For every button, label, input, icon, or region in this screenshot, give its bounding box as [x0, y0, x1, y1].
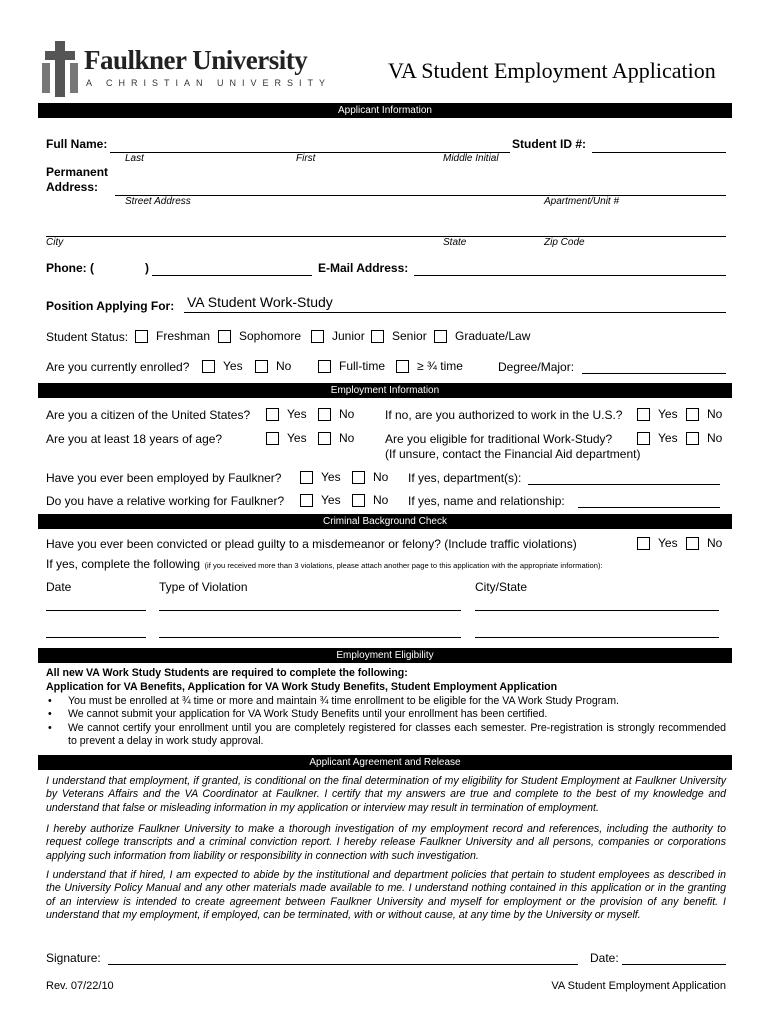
full-name-label: Full Name: — [46, 137, 108, 151]
checkbox-box[interactable] — [371, 330, 384, 343]
eligibility-heading-1: All new VA Work Study Students are required to complete the following: — [46, 667, 408, 679]
agreement-paragraph-3: I understand that if hired, I am expected to abide by the institutional and department policies that pertain to student employees as described in the University Policy Manual and any other materials made available to me. I understand nothing contained in this application or in the granting of an interview is intended to create agreement between Faulkner University and myself for employment or the provision of any benefit. I understand that my employment, if employed, can be terminated, with or without cause, at any time by the University or myself. — [46, 869, 726, 921]
yes-label: Yes — [287, 431, 307, 445]
workstudy-question: Are you eligible for traditional Work-Study? — [385, 432, 613, 446]
checkbox-box[interactable] — [266, 408, 279, 421]
university-name: Faulkner University — [84, 45, 308, 75]
checkbox-box[interactable] — [318, 432, 331, 445]
position-label: Position Applying For: — [46, 299, 175, 313]
street-address-caption: Street Address — [125, 196, 191, 207]
zip-caption: Zip Code — [544, 237, 585, 248]
violation-type-field-2[interactable] — [159, 637, 461, 638]
checkbox-box[interactable] — [318, 408, 331, 421]
checkbox-box[interactable] — [434, 330, 447, 343]
status-freshman-checkbox[interactable] — [135, 329, 210, 343]
fulltime-checkbox[interactable] — [318, 359, 385, 373]
age-question: Are you at least 18 years of age? — [46, 432, 223, 446]
checkbox-box[interactable] — [266, 432, 279, 445]
eligibility-list — [46, 695, 726, 748]
phone-label: Phone: ( — [46, 261, 94, 275]
student-id-field[interactable] — [592, 152, 726, 153]
position-field[interactable] — [184, 312, 726, 313]
student-status-label: Student Status: — [46, 330, 129, 344]
state-caption: State — [443, 237, 467, 248]
age-yes-checkbox[interactable] — [266, 431, 307, 445]
employed-no-checkbox[interactable] — [352, 470, 388, 484]
yes-label: Yes — [321, 470, 341, 484]
violation-city-field-2[interactable] — [475, 637, 719, 638]
university-logo — [42, 41, 332, 97]
fulltime-label: Full-time — [339, 359, 386, 373]
checkbox-box[interactable] — [396, 360, 409, 373]
relative-question: Do you have a relative working for Faulkner? — [46, 494, 285, 508]
yes-label: Yes — [287, 407, 307, 421]
no-label: No — [373, 470, 389, 484]
citizen-question: Are you a citizen of the United States? — [46, 408, 251, 422]
enrolled-question: Are you currently enrolled? — [46, 360, 190, 374]
section-header-applicant: Applicant Information — [38, 103, 732, 118]
checkbox-box[interactable] — [637, 432, 650, 445]
checkbox-box[interactable] — [318, 360, 331, 373]
first-name-caption: First — [296, 153, 316, 164]
form-title: VA Student Employment Application — [388, 58, 716, 83]
eligibility-heading-2: Application for VA Benefits, Application for VA Work Study Benefits, Student Employment Application — [46, 681, 558, 693]
relationship-field[interactable] — [578, 507, 720, 508]
student-id-label: Student ID #: — [512, 137, 586, 151]
position-value: VA Student Work-Study — [187, 294, 333, 310]
section-header-criminal: Criminal Background Check — [38, 514, 732, 529]
phone-field[interactable] — [152, 275, 312, 276]
revision-date: Rev. 07/22/10 — [46, 980, 114, 992]
status-sophomore-checkbox[interactable] — [218, 329, 301, 343]
workstudy-note: (If unsure, contact the Financial Aid department) — [385, 447, 641, 461]
eligibility-bullet: • You must be enrolled at ¾ time or more and maintain ¾ time enrollment to be eligible for the VA Work Study Program. — [46, 695, 726, 708]
checkbox-box[interactable] — [686, 408, 699, 421]
footer-form-name: VA Student Employment Application — [551, 980, 726, 992]
complete-label: If yes, complete the following — [46, 557, 201, 571]
permanent-label: Permanent — [46, 165, 109, 179]
address-label: Address: — [46, 180, 99, 194]
signature-label: Signature: — [46, 951, 101, 965]
section-header-eligibility: Employment Eligibility — [38, 648, 732, 663]
complete-note: (if you received more than 3 violations, please attach another page to this application with the appropriate information): — [204, 561, 603, 570]
violation-city-field-1[interactable] — [475, 610, 719, 611]
checkbox-box[interactable] — [352, 471, 365, 484]
checkbox-box[interactable] — [300, 471, 313, 484]
no-label: No — [373, 493, 389, 507]
degree-major-field[interactable] — [582, 373, 726, 374]
cross-emblem-icon — [42, 41, 78, 97]
complete-following — [46, 555, 603, 573]
age-no-checkbox[interactable] — [318, 431, 354, 445]
status-option-label: Sophomore — [239, 329, 302, 343]
yes-label: Yes — [223, 359, 243, 373]
status-senior-checkbox[interactable] — [371, 329, 427, 343]
yes-label: Yes — [658, 407, 678, 421]
checkbox-box[interactable] — [352, 494, 365, 507]
relative-no-checkbox[interactable] — [352, 493, 388, 507]
checkbox-box[interactable] — [686, 537, 699, 550]
status-option-label: Freshman — [156, 329, 211, 343]
authorized-question: If no, are you authorized to work in the U.S.? — [385, 408, 623, 422]
phone-close-paren: ) — [145, 261, 149, 275]
col-type-header: Type of Violation — [159, 580, 248, 594]
employed-yes-checkbox[interactable] — [300, 470, 341, 484]
three-quarter-label: ≥ ¾ time — [417, 359, 463, 373]
violation-type-field-1[interactable] — [159, 610, 461, 611]
enrolled-yes-checkbox[interactable] — [202, 359, 243, 373]
city-state-zip-field[interactable] — [46, 236, 726, 237]
convicted-no-checkbox[interactable] — [686, 536, 722, 550]
checkbox-box[interactable] — [135, 330, 148, 343]
employed-question: Have you ever been employed by Faulkner? — [46, 471, 282, 485]
citizen-no-checkbox[interactable] — [318, 407, 354, 421]
convicted-yes-checkbox[interactable] — [637, 536, 678, 550]
department-field[interactable] — [528, 484, 720, 485]
status-junior-checkbox[interactable] — [311, 329, 365, 343]
three-quarter-time-checkbox[interactable] — [396, 359, 463, 373]
checkbox-box[interactable] — [300, 494, 313, 507]
relationship-question: If yes, name and relationship: — [408, 494, 565, 508]
email-field[interactable] — [414, 275, 726, 276]
no-label: No — [707, 536, 723, 550]
authorized-no-checkbox[interactable] — [686, 407, 722, 421]
agreement-paragraph-2: I hereby authorize Faulkner University to make a thorough investigation of my employment record and references, including the authority to request college transcripts and a criminal conviction report. I hereby release Faulkner University and all persons, companies or corporations applying such information from liability or responsibility in connection with such investigation. — [46, 823, 726, 862]
last-name-caption: Last — [125, 153, 144, 164]
status-option-label: Senior — [392, 329, 427, 343]
date-label: Date: — [590, 951, 619, 965]
email-label: E-Mail Address: — [318, 261, 409, 275]
violation-date-field-2[interactable] — [46, 637, 146, 638]
middle-initial-caption: Middle Initial — [443, 153, 499, 164]
department-question: If yes, department(s): — [408, 471, 522, 485]
relative-yes-checkbox[interactable] — [300, 493, 341, 507]
workstudy-no-checkbox[interactable] — [686, 431, 722, 445]
status-option-label: Junior — [332, 329, 365, 343]
col-city-header: City/State — [475, 580, 528, 594]
status-graduate-checkbox[interactable] — [434, 329, 530, 343]
yes-label: Yes — [321, 493, 341, 507]
status-option-label: Graduate/Law — [455, 329, 531, 343]
eligibility-bullet: • We cannot submit your application for VA Work Study Benefits until your enrollment has been certified. — [46, 708, 726, 721]
checkbox-box[interactable] — [255, 360, 268, 373]
citizen-yes-checkbox[interactable] — [266, 407, 307, 421]
section-header-employment: Employment Information — [38, 383, 732, 398]
checkbox-box[interactable] — [218, 330, 231, 343]
checkbox-box[interactable] — [637, 408, 650, 421]
signature-field[interactable] — [108, 964, 578, 965]
yes-label: Yes — [658, 536, 678, 550]
workstudy-yes-checkbox[interactable] — [637, 431, 678, 445]
street-address-field[interactable] — [115, 195, 726, 196]
section-header-agreement: Applicant Agreement and Release — [38, 755, 732, 770]
apartment-caption: Apartment/Unit # — [544, 196, 620, 207]
col-date-header: Date — [46, 580, 72, 594]
date-field[interactable] — [622, 964, 726, 965]
violation-date-field-1[interactable] — [46, 610, 146, 611]
eligibility-bullet: • We cannot certify your enrollment until you are completely registered for classes each semester. Pre-registration is strongly recommended to prevent a delay in work study approval. — [46, 722, 726, 749]
no-label: No — [707, 431, 723, 445]
city-caption: City — [46, 237, 64, 248]
no-label: No — [276, 359, 292, 373]
authorized-yes-checkbox[interactable] — [637, 407, 678, 421]
no-label: No — [339, 431, 355, 445]
degree-major-label: Degree/Major: — [498, 360, 575, 374]
university-tagline: A CHRISTIAN UNIVERSITY — [86, 78, 332, 88]
checkbox-box[interactable] — [686, 432, 699, 445]
enrolled-no-checkbox[interactable] — [255, 359, 291, 373]
agreement-paragraph-1: I understand that employment, if granted, is conditional on the final determination of my eligibility for Student Employment at Faulkner University by Veterans Affairs and the VA Coordinator at Faulkner. I certify that my answers are true and complete to the best of my knowledge and understand that false or misleading information in my application or interview may result in termination of employment. — [46, 775, 726, 814]
checkbox-box[interactable] — [311, 330, 324, 343]
checkbox-box[interactable] — [637, 537, 650, 550]
no-label: No — [707, 407, 723, 421]
yes-label: Yes — [658, 431, 678, 445]
checkbox-box[interactable] — [202, 360, 215, 373]
convicted-question: Have you ever been convicted or plead guilty to a misdemeanor or felony? (Include traffic violations) — [46, 537, 577, 551]
no-label: No — [339, 407, 355, 421]
